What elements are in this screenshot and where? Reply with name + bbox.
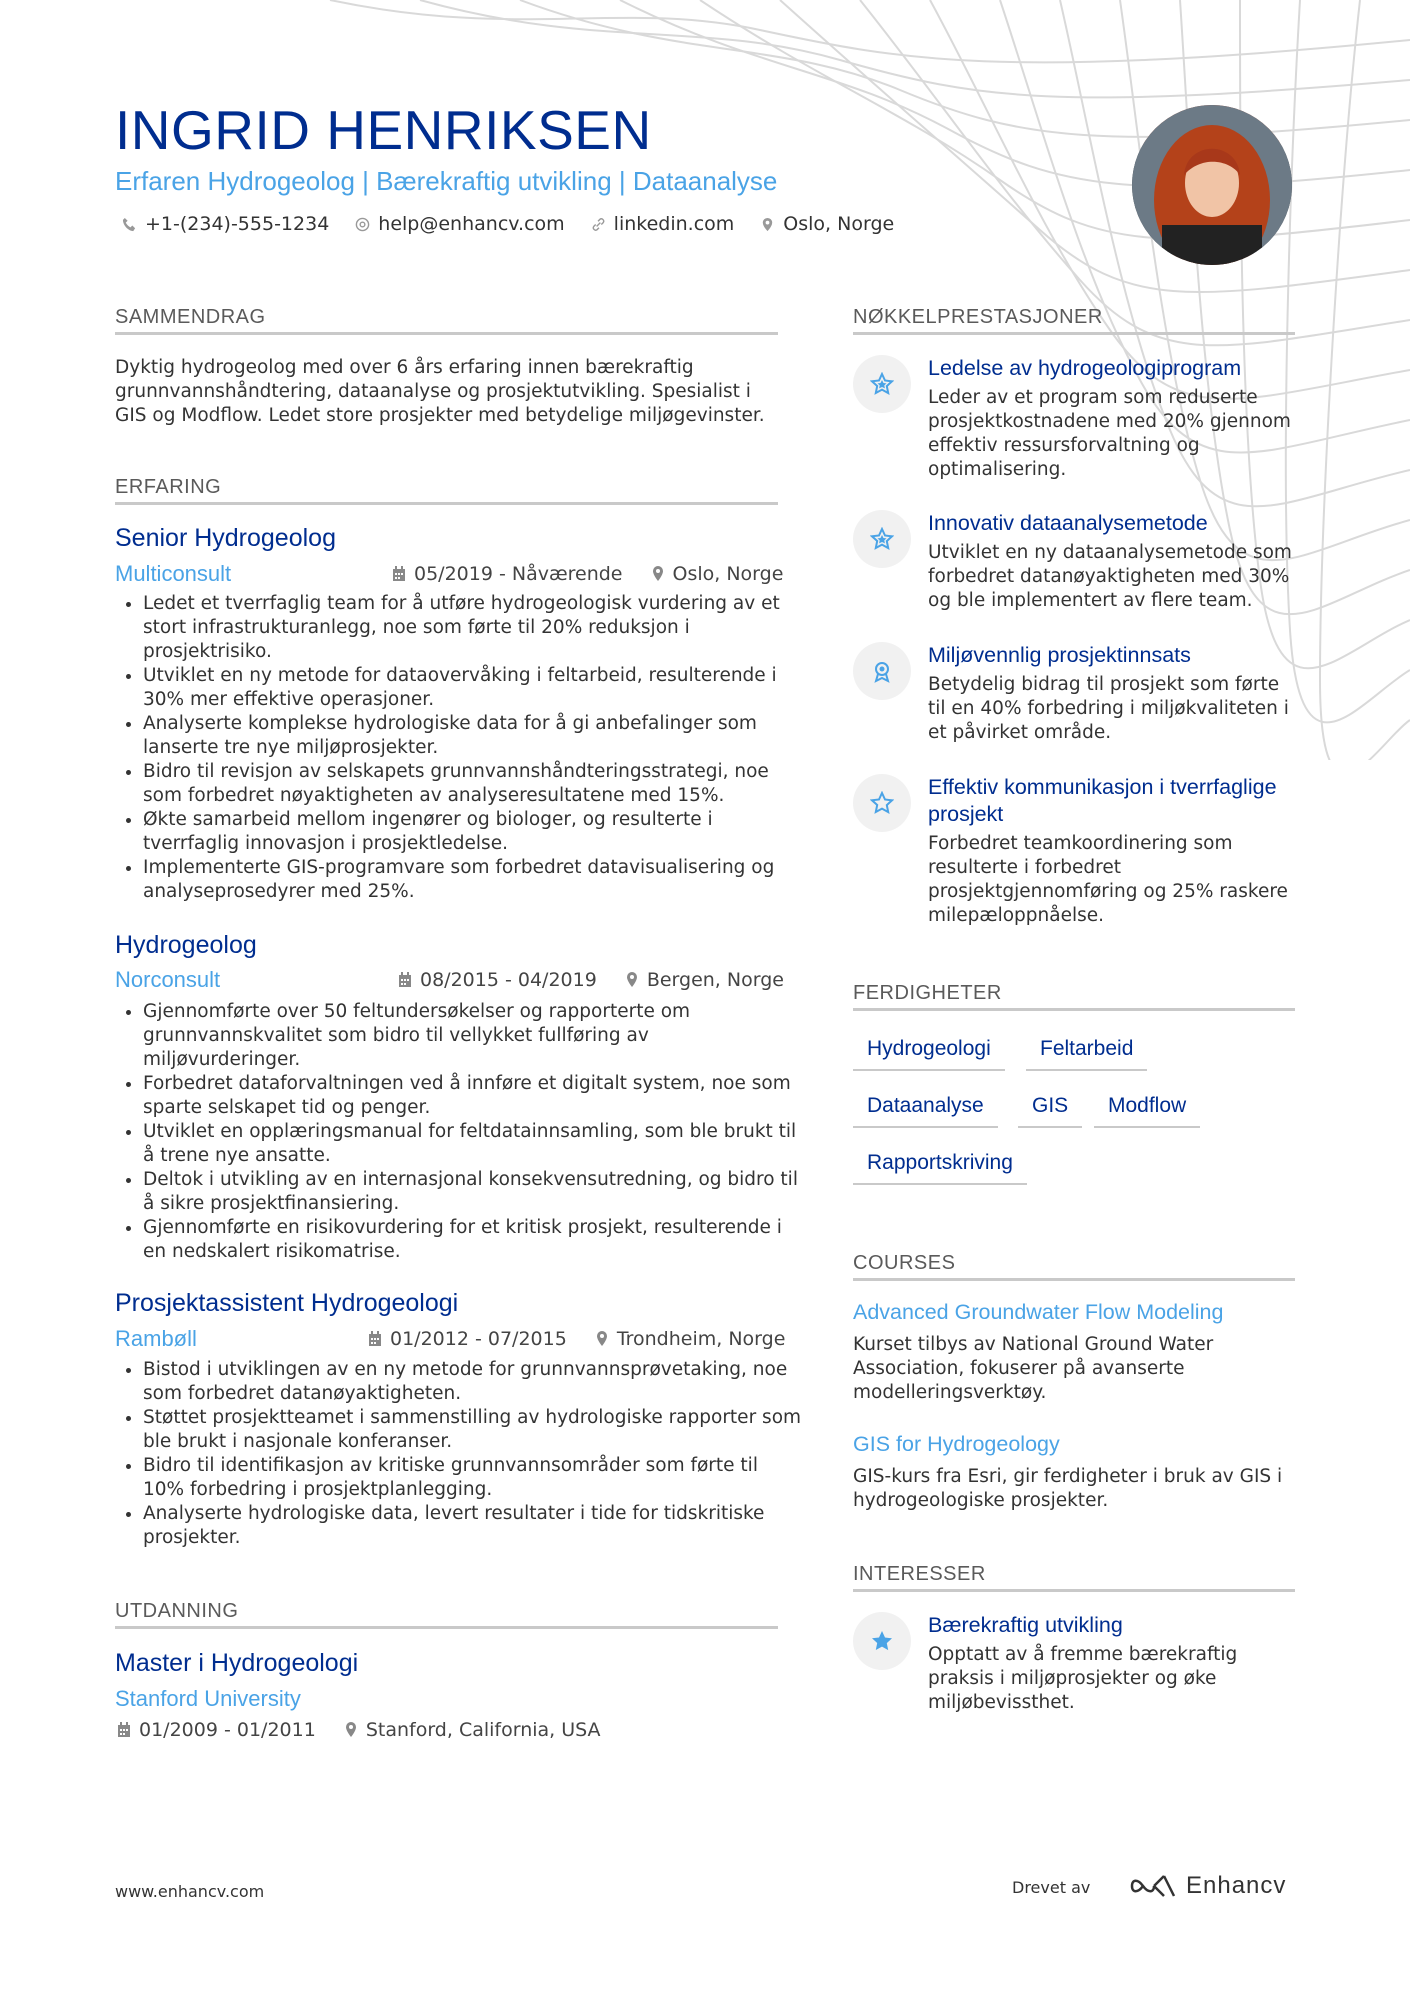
job-company: Multiconsult (115, 561, 232, 586)
list-item: • Bistod i utviklingen av en ny metode for grunnvannsprøvetaking, noe som forbedret datanøyaktigheten. (143, 1358, 803, 1406)
location-text: Oslo, Norge (783, 213, 895, 235)
candidate-name: INGRID HENRIKSEN (115, 99, 652, 161)
achievement-text: Utviklet en ny dataanalysemetode som forbedret datanøyaktigheten med 30% og ble implementert av flere team. (928, 542, 1292, 611)
job-location-text: Oslo, Norge (672, 563, 784, 585)
achievement-title: Miljøvennlig prosjektinnsats (928, 643, 1191, 667)
profile-photo (1132, 105, 1292, 265)
list-item: • Støttet prosjektteamet i sammenstilling av hydrologiske rapporter som ble brukt i nasjonale konferanser. (143, 1406, 803, 1454)
education-location-text: Stanford, California, USA (365, 1719, 601, 1741)
summary-text: Dyktig hydrogeolog med over 6 års erfaring innen bærekraftig grunnvannshåndtering, dataanalyse og prosjektutvikling. Spesialist i GIS og Modflow. Ledet store prosjekter med betydelige miljøgevinster. (115, 357, 765, 426)
calendar-icon (398, 972, 412, 988)
job-company: Rambøll (115, 1326, 197, 1351)
location-pin-icon (760, 217, 775, 232)
job-company: Norconsult (115, 967, 221, 992)
school-name: Stanford University (115, 1686, 301, 1711)
footer-powered-by: Drevet av (1012, 1878, 1091, 1897)
course-title: Advanced Groundwater Flow Modeling (853, 1300, 1224, 1324)
list-item: • Bidro til revisjon av selskapets grunnvannshåndteringsstrategi, noe som forbedret nøyaktigheten av analyseresultatene med 15%. (143, 760, 803, 808)
list-item: • Analyserte hydrologiske data, levert resultater i tide for tidskritiske prosjekter. (143, 1502, 803, 1550)
list-item: • Forbedret dataforvaltningen ved å innføre et digitalt system, noe som sparte selskapet tid og penger. (143, 1072, 803, 1120)
skill-tag: Dataanalyse (853, 1094, 998, 1128)
contact-phone[interactable] (122, 213, 329, 235)
contact-bar (122, 213, 894, 235)
calendar-icon (392, 566, 406, 582)
phone-text: +1-(234)-555-1234 (145, 213, 330, 235)
job-bullets (115, 1358, 803, 1550)
enhancv-logo[interactable] (1130, 1872, 1286, 1900)
location-pin-icon (595, 1331, 609, 1347)
location-pin-icon (625, 972, 639, 988)
contact-linkedin[interactable] (591, 213, 735, 235)
job-title: Senior Hydrogeolog (115, 524, 336, 552)
job-dates (398, 969, 597, 991)
job-title: Hydrogeolog (115, 931, 257, 959)
job-location-text: Trondheim, Norge (616, 1328, 786, 1350)
section-heading-interests: INTERESSER (853, 1563, 1295, 1592)
education-dates-text: 01/2009 - 01/2011 (139, 1719, 316, 1741)
achievement-icon-wrap (853, 510, 911, 568)
job-meta (392, 563, 783, 585)
contact-email[interactable] (355, 213, 564, 235)
calendar-icon (117, 1722, 131, 1738)
job-dates-text: 08/2015 - 04/2019 (420, 969, 597, 991)
skill-tag: Rapportskriving (853, 1151, 1027, 1185)
phone-icon (122, 217, 137, 232)
achievement-icon-wrap (853, 774, 911, 832)
degree-title: Master i Hydrogeologi (115, 1649, 359, 1677)
achievement-text: Forbedret teamkoordinering som resulterte i forbedret prosjektgjennomføring og 25% raskere milepæloppnåelse. (928, 833, 1288, 926)
interest-icon-wrap (853, 1612, 911, 1670)
job-bullets (115, 592, 803, 904)
list-item: • Ledet et tverrfaglig team for å utføre hydrogeologisk vurdering av et stort infrastrukturanlegg, noe som førte til 20% reduksjon i prosjektrisiko. (143, 592, 803, 664)
achievement-text: Leder av et program som reduserte prosjektkostnadene med 20% gjennom effektiv ressursforvaltning og optimalisering. (928, 387, 1291, 480)
job-dates (392, 563, 623, 585)
star-icon (870, 527, 894, 551)
list-item: • Gjennomførte over 50 feltundersøkelser og rapporterte om grunnvannskvalitet som bidro til vellykket fullføring av miljøvurderinger. (143, 1000, 803, 1072)
skill-tag: GIS (1018, 1094, 1082, 1128)
achievement-icon-wrap (853, 355, 911, 413)
star-icon (870, 372, 894, 396)
list-item: • Deltok i utvikling av en internasjonal konsekvensutredning, og bidro til å sikre prosjektfinansiering. (143, 1168, 803, 1216)
enhancv-logo-icon (1130, 1873, 1176, 1899)
job-location (595, 1328, 786, 1350)
email-text: help@enhancv.com (378, 213, 565, 235)
job-meta (398, 969, 784, 991)
course-text: Kurset tilbys av National Ground Water Association, fokuserer på avanserte modelleringsverktøy. (853, 1334, 1214, 1403)
location-pin-icon (344, 1722, 358, 1738)
list-item: • Utviklet en opplæringsmanual for feltdatainnsamling, som ble brukt til å trene nye ansatte. (143, 1120, 803, 1168)
portrait-illustration (1132, 105, 1292, 265)
list-item: • Gjennomførte en risikovurdering for et kritisk prosjekt, resulterende i en nedskalert risikomatrise. (143, 1216, 803, 1264)
footer-website[interactable]: www.enhancv.com (115, 1882, 265, 1901)
education-location (344, 1719, 601, 1741)
course-title: GIS for Hydrogeology (853, 1432, 1060, 1456)
link-icon (591, 217, 606, 232)
job-meta (368, 1328, 785, 1350)
candidate-tagline: Erfaren Hydrogeolog | Bærekraftig utvikling | Dataanalyse (115, 166, 778, 196)
section-heading-skills: FERDIGHETER (853, 982, 1295, 1011)
job-dates (368, 1328, 567, 1350)
achievement-title: Ledelse av hydrogeologiprogram (928, 356, 1242, 380)
achievement-icon-wrap (853, 642, 911, 700)
contact-location (760, 213, 894, 235)
list-item: • Utviklet en ny metode for dataovervåking i feltarbeid, resulterende i 30% mer effektive operasjoner. (143, 664, 803, 712)
section-heading-courses: COURSES (853, 1252, 1295, 1281)
skill-tag: Modflow (1094, 1094, 1200, 1128)
location-pin-icon (651, 566, 665, 582)
education-meta (117, 1719, 601, 1741)
award-icon (870, 659, 894, 683)
job-location (651, 563, 784, 585)
section-heading-achievements: NØKKELPRESTASJONER (853, 306, 1295, 335)
job-title: Prosjektassistent Hydrogeologi (115, 1289, 459, 1317)
achievement-title: Innovativ dataanalysemetode (928, 511, 1208, 535)
job-location (625, 969, 784, 991)
list-item: • Implementerte GIS-programvare som forbedret datavisualisering og analyseprosedyrer med 25%. (143, 856, 803, 904)
section-heading-education: UTDANNING (115, 1600, 778, 1629)
interest-title: Bærekraftig utvikling (928, 1613, 1123, 1637)
course-text: GIS-kurs fra Esri, gir ferdigheter i bruk av GIS i hydrogeologiske prosjekter. (853, 1466, 1283, 1511)
education-dates (117, 1719, 316, 1741)
job-dates-text: 01/2012 - 07/2015 (390, 1328, 567, 1350)
star-outline-icon (870, 791, 894, 815)
achievement-title: Effektiv kommunikasjon i tverrfaglige prosjekt (928, 775, 1277, 826)
skill-tag: Feltarbeid (1026, 1037, 1147, 1071)
list-item: • Bidro til identifikasjon av kritiske grunnvannsområder som førte til 10% forbedring i prosjektplanlegging. (143, 1454, 803, 1502)
achievement-text: Betydelig bidrag til prosjekt som førte til en 40% forbedring i miljøkvaliteten i et påvirket område. (928, 674, 1289, 743)
job-dates-text: 05/2019 - Nåværende (414, 563, 623, 585)
interest-text: Opptatt av å fremme bærekraftig praksis i miljøprosjekter og øke miljøbevissthet. (928, 1644, 1238, 1713)
star-filled-icon (870, 1629, 894, 1653)
calendar-icon (368, 1331, 382, 1347)
skill-tag: Hydrogeologi (853, 1037, 1005, 1071)
section-heading-experience: ERFARING (115, 476, 778, 505)
list-item: • Økte samarbeid mellom ingenører og biologer, og resulterte i tverrfaglig innovasjon i prosjektledelse. (143, 808, 803, 856)
job-location-text: Bergen, Norge (646, 969, 784, 991)
list-item: • Analyserte komplekse hydrologiske data for å gi anbefalinger som lanserte tre nye miljøprosjekter. (143, 712, 803, 760)
section-heading-summary: SAMMENDRAG (115, 306, 778, 335)
enhancv-logo-text: Enhancv (1186, 1872, 1287, 1899)
job-bullets (115, 1000, 803, 1264)
at-icon (355, 217, 370, 232)
linkedin-text: linkedin.com (613, 213, 735, 235)
